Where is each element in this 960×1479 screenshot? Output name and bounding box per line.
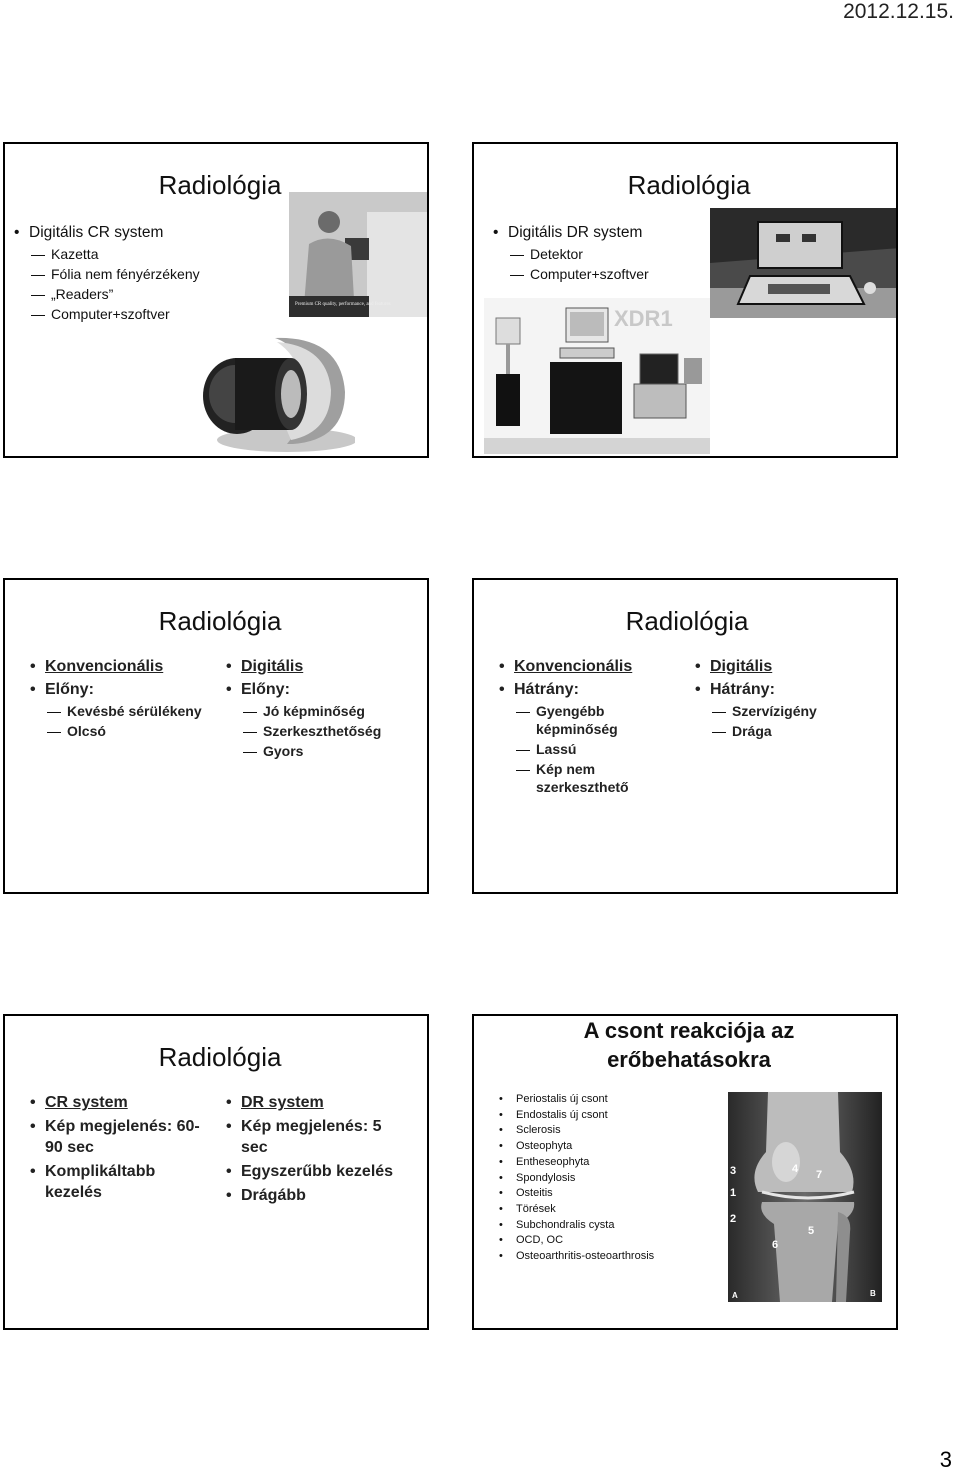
list-item: • Egyszerűbb kezelés	[225, 1161, 415, 1182]
slide-title: Radiológia	[158, 170, 282, 200]
xdr-logo: XDR1	[614, 306, 673, 331]
list-item: • Konvencionális	[29, 656, 219, 677]
bullet-list	[13, 222, 203, 325]
list-item: • Osteophyta	[498, 1139, 718, 1155]
list-item: • Digitális DR system	[492, 222, 712, 243]
list-item: • Osteitis	[498, 1186, 718, 1202]
sub-item: „Readers”	[13, 285, 203, 303]
slide-title	[544, 1016, 834, 1074]
xray-label: 6	[772, 1239, 779, 1251]
sub-item: Computer+szoftver	[492, 265, 712, 283]
slide-cr-system	[3, 142, 429, 458]
left-column	[29, 1092, 209, 1203]
xray-label: 4	[792, 1163, 799, 1175]
sub-item: Kevésbé sérülékeny	[29, 702, 219, 720]
slide-disadvantages	[472, 578, 898, 894]
list-item: • Digitális	[694, 656, 884, 677]
list-item: • Subchondralis cysta	[498, 1218, 718, 1234]
slide-comparison	[3, 1014, 429, 1330]
left-column	[498, 656, 668, 798]
sub-item: Jó képminőség	[225, 702, 415, 720]
list-item: • Törések	[498, 1202, 718, 1218]
sub-item: Kazetta	[13, 245, 203, 263]
list-item: • Osteoarthritis-osteoarthrosis	[498, 1249, 718, 1265]
sub-item: Kép nem szerkeszthető	[498, 760, 628, 796]
sub-item: Fólia nem fényérzékeny	[13, 265, 203, 283]
list-item: • Digitális	[225, 656, 415, 677]
list-item: • Entheseophyta	[498, 1155, 718, 1171]
xray-label: 5	[808, 1225, 815, 1237]
list-item: • Konvencionális	[498, 656, 668, 677]
dr-case-photo	[710, 208, 898, 318]
sub-item: Olcsó	[29, 722, 219, 740]
list-item: • Hátrány:	[498, 679, 668, 700]
list-item: • Periostalis új csont	[498, 1092, 718, 1108]
slide-title: Radiológia	[627, 170, 751, 200]
title-line-2: erőbehatásokra	[607, 1047, 771, 1072]
right-column	[694, 656, 884, 742]
sub-item: Drága	[694, 722, 884, 740]
bullet-list	[498, 1092, 718, 1265]
cr-reader-photo	[289, 192, 429, 317]
sub-item: Gyengébb képminőség	[498, 702, 628, 738]
list-item: • Digitális CR system	[13, 222, 203, 243]
list-item: • Komplikáltabb kezelés	[29, 1161, 175, 1203]
sub-item: Szerkeszthetőség	[225, 722, 415, 740]
dr-workstation-illustration	[484, 298, 710, 454]
sub-item: Lassú	[498, 740, 628, 758]
xray-label: 1	[730, 1187, 737, 1199]
photo-caption: Premium CR quality, performance, and features	[295, 302, 391, 307]
xray-label: A	[732, 1291, 738, 1300]
slide-dr-system	[472, 142, 898, 458]
list-item: • Előny:	[225, 679, 415, 700]
list-item: • Kép megjelenés: 60-90 sec	[29, 1116, 209, 1158]
cr-reader-illustration	[289, 192, 429, 317]
sub-item: Gyors	[225, 742, 415, 760]
list-item: • CR system	[29, 1092, 209, 1113]
sub-item: Szervízigény	[694, 702, 884, 720]
list-item: • Spondylosis	[498, 1171, 718, 1187]
xray-label: 7	[816, 1169, 823, 1181]
bullet-list	[492, 222, 712, 285]
slide-bone-reaction	[472, 1014, 898, 1330]
list-item: • DR system	[225, 1092, 415, 1113]
dr-workstation-photo	[484, 298, 710, 454]
list-item: • Hátrány:	[694, 679, 884, 700]
header-date: 2012.12.15.	[843, 0, 954, 23]
sub-item: Detektor	[492, 245, 712, 263]
list-item: • Drágább	[225, 1185, 415, 1206]
list-item: • OCD, OC	[498, 1233, 718, 1249]
list-item: • Endostalis új csont	[498, 1108, 718, 1124]
knee-xray-image	[728, 1092, 882, 1302]
list-item: • Előny:	[29, 679, 219, 700]
slide-advantages	[3, 578, 429, 894]
page-number: 3	[939, 1447, 952, 1472]
xray-label: B	[870, 1289, 876, 1298]
slide-title: Radiológia	[158, 1042, 282, 1072]
cr-scanner-illustration	[195, 316, 355, 456]
right-column	[225, 1092, 415, 1206]
xray-label: 3	[730, 1165, 737, 1177]
sub-item: Computer+szoftver	[13, 305, 203, 323]
slide-title: Radiológia	[158, 606, 282, 636]
list-item: • Kép megjelenés: 5 sec	[225, 1116, 401, 1158]
xray-label: 2	[730, 1213, 737, 1225]
title-line-1: A csont reakciója az	[583, 1018, 795, 1043]
list-item: • Sclerosis	[498, 1123, 718, 1139]
right-column	[225, 656, 415, 762]
slide-title: Radiológia	[625, 606, 749, 636]
left-column	[29, 656, 219, 742]
